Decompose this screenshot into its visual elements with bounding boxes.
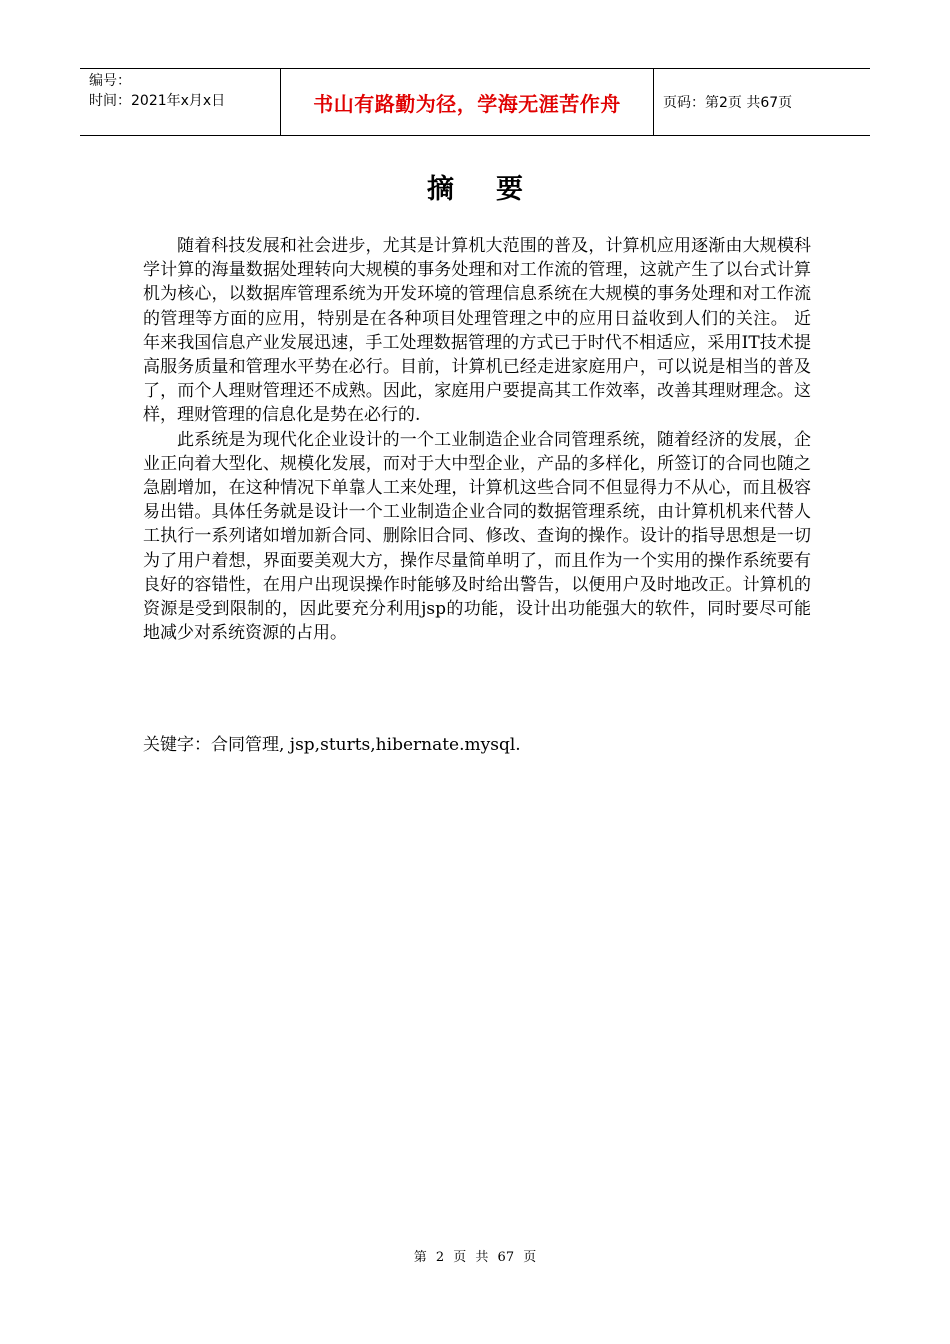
document-date: 时间：2021年x月x日 bbox=[89, 93, 226, 109]
abstract-paragraph-1: 随着科技发展和社会进步，尤其是计算机大范围的普及，计算机应用逐渐由大规模科学计算的海量数据处理转向大规模的事务处理和对工作流的管理，这就产生了以台式计算机为核心，以数据库管理系统为开发环境的管理信息系统在大规模的事务处理和对工作流的管理等方面的应用，特别是在各种项目处理管理之中的应用日益收到人们的关注。 近年来我国信息产业发展迅速，手工处理数据管理的方式已于时代不相适应，采用IT技术提高服务质量和管理水平势在必行。目前，计算机已经走进家庭用户，可以说是相当的普及了，而个人理财管理还不成熟。因此，家庭用户要提高其工作效率，改善其理财理念。这样，理财管理的信息化是势在必行的. bbox=[143, 236, 811, 426]
abstract-paragraph-2: 此系统是为现代化企业设计的一个工业制造企业合同管理系统，随着经济的发展，企业正向着大型化、规模化发展，而对于大中型企业，产品的多样化，所签订的合同也随之急剧增加，在这种情况下单靠人工来处理，计算机这些合同不但显得力不从心，而且极容易出错。具体任务就是设计一个工业制造企业合同的数据管理系统，由计算机机来代替人工执行一系列诸如增加新合同、删除旧合同、修改、查询的操作。设计的指导思想是一切为了用户着想，界面要美观大方，操作尽量简单明了，而且作为一个实用的操作系统要有良好的容错性，在用户出现误操作时能够及时给出警告，以便用户及时地改正。计算机的资源是受到限制的，因此要充分利用jsp的功能，设计出功能强大的软件，同时要尽可能地减少对系统资源的占用。 bbox=[143, 429, 811, 644]
keywords-line: 关键字：合同管理, jsp,sturts,hibernate.mysql. bbox=[143, 735, 521, 755]
document-number-label: 编号： bbox=[89, 73, 131, 89]
header-page-info: 页码：第2页 共67页 bbox=[663, 95, 793, 111]
header-motto-cell bbox=[281, 69, 654, 135]
header-table bbox=[80, 68, 870, 136]
abstract-body bbox=[143, 234, 811, 645]
header-page-cell bbox=[654, 69, 870, 135]
abstract-title: 摘要 bbox=[427, 174, 565, 205]
header-meta-cell bbox=[80, 69, 281, 135]
page-footer: 第 2 页 共 67 页 bbox=[413, 1250, 537, 1265]
header-motto: 书山有路勤为径，学海无涯苦作舟 bbox=[313, 91, 621, 116]
